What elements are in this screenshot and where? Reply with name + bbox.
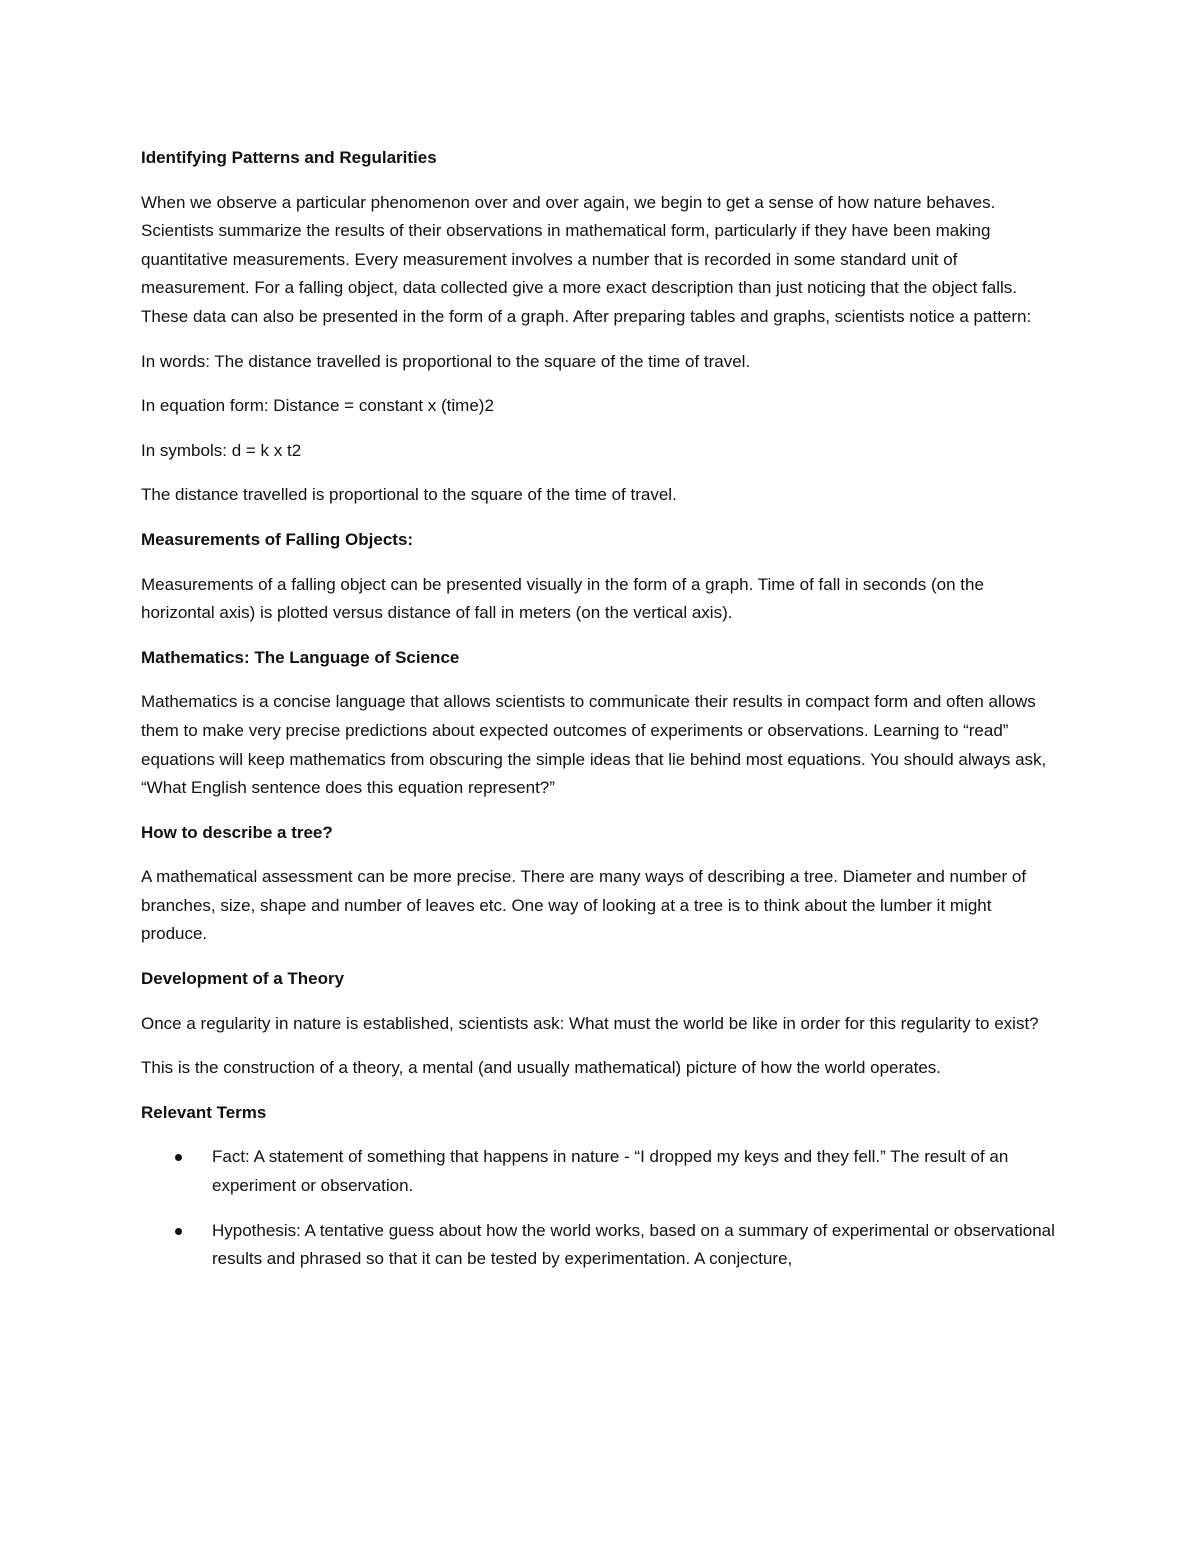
paragraph: Mathematics is a concise language that allows scientists to communicate their results in compact form and often allows them to make very precise predictions about expected outcomes of experiments or observations. Learning to “read” equations will keep mathematics from obscuring the simple ideas that lie behind most equations. You should always ask, “What English sentence does this equation represent?” <box>141 692 1047 798</box>
section-patterns <box>141 144 1056 510</box>
section-heading: Development of a Theory <box>141 969 345 989</box>
list-item-text: Fact: A statement of something that happens in nature - “I dropped my keys and they fell.” The result of an experiment or observation. <box>212 1147 1009 1196</box>
list-item <box>141 1217 1056 1274</box>
section-heading: How to describe a tree? <box>141 822 333 842</box>
section-falling-objects <box>141 526 1056 628</box>
list-item <box>141 1143 1056 1200</box>
terms-list <box>141 1143 1056 1273</box>
section-relevant-terms <box>141 1099 1056 1274</box>
bullet-icon <box>175 1154 182 1161</box>
paragraph: Once a regularity in nature is established, scientists ask: What must the world be like in order for this regularity to exist? <box>141 1013 1039 1033</box>
paragraph: This is the construction of a theory, a mental (and usually mathematical) picture of how the world operates. <box>141 1058 942 1078</box>
section-heading: Relevant Terms <box>141 1102 267 1122</box>
list-item-text: Hypothesis: A tentative guess about how the world works, based on a summary of experimental or observational results and phrased so that it can be tested by experimentation. A conjecture, <box>212 1220 1055 1269</box>
section-theory <box>141 965 1056 1083</box>
section-heading: Measurements of Falling Objects: <box>141 529 414 549</box>
paragraph: Measurements of a falling object can be presented visually in the form of a graph. Time of fall in seconds (on the horizontal axis) is plotted versus distance of fall in meters (on the vertical axis). <box>141 574 984 623</box>
section-tree <box>141 819 1056 949</box>
section-heading: Identifying Patterns and Regularities <box>141 148 437 167</box>
paragraph-in-words: In words: The distance travelled is proportional to the square of the time of travel. <box>141 351 751 371</box>
paragraph: When we observe a particular phenomenon over and over again, we begin to get a sense of how nature behaves. Scientists summarize the results of their observations in mathematical form, particularly if they have been making quantitative measurements. Every measurement involves a number that is recorded in some standard unit of measurement. For a falling object, data collected give a more exact description than just noticing that the object falls. These data can also be presented in the form of a graph. After preparing tables and graphs, scientists notice a pattern: <box>141 192 1032 326</box>
paragraph: The distance travelled is proportional to the square of the time of travel. <box>141 485 677 505</box>
paragraph: A mathematical assessment can be more precise. There are many ways of describing a tree. Diameter and number of branches, size, shape and number of leaves etc. One way of looking at a tree is to think about the lumber it might produce. <box>141 867 1027 944</box>
bullet-icon <box>175 1228 182 1235</box>
paragraph-symbols: In symbols: d = k x t2 <box>141 440 302 460</box>
paragraph-equation-form: In equation form: Distance = constant x (time)2 <box>141 396 494 416</box>
section-mathematics <box>141 644 1056 803</box>
section-heading: Mathematics: The Language of Science <box>141 647 460 667</box>
document-page <box>141 144 1056 1290</box>
